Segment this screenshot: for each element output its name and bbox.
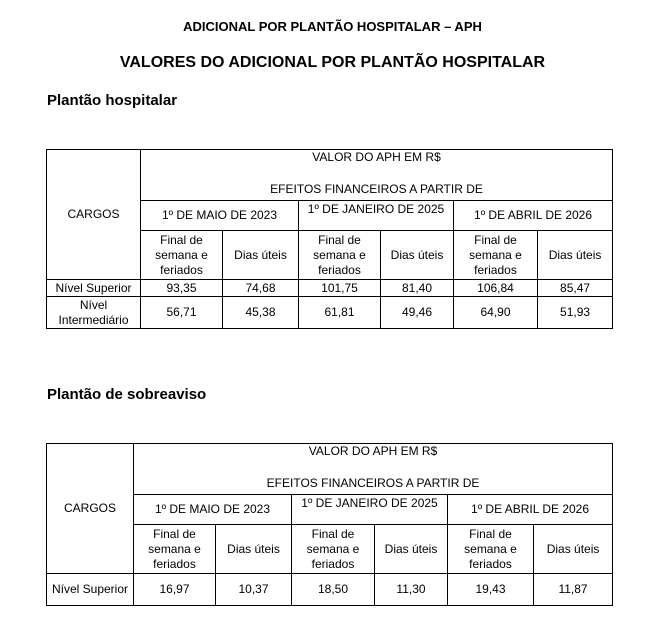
aph-table-sobreaviso — [46, 443, 613, 606]
value-cell: 11,30 — [375, 574, 448, 606]
value-cell: 85,47 — [538, 280, 613, 297]
row-cargo: Nível Superior — [47, 280, 141, 297]
value-cell: 56,71 — [141, 297, 223, 329]
main-title: VALORES DO ADICIONAL POR PLANTÃO HOSPITALAR — [119, 54, 546, 71]
value-cell: 18,50 — [292, 574, 375, 606]
section-title-hospitalar: Plantão hospitalar — [47, 92, 178, 109]
efeitos-header-text: EFEITOS FINANCEIROS A PARTIR DE — [270, 182, 483, 196]
row-cargo: Nível Superior — [47, 574, 134, 606]
value-cell: 64,90 — [454, 297, 538, 329]
period-header: 1º DE ABRIL DE 2026 — [448, 495, 613, 525]
value-cell: 106,84 — [454, 280, 538, 297]
period-header: 1º DE JANEIRO DE 2025 — [292, 495, 448, 525]
value-cell: 81,40 — [381, 280, 454, 297]
value-cell: 93,35 — [141, 280, 223, 297]
value-cell: 19,43 — [448, 574, 534, 606]
value-cell: 11,87 — [534, 574, 613, 606]
subheader-weekend: Final de semana e feriados — [134, 525, 216, 574]
value-cell: 61,81 — [299, 297, 381, 329]
subheader-weekdays: Dias úteis — [538, 231, 613, 280]
subheader-weekdays: Dias úteis — [216, 525, 292, 574]
cargos-header: CARGOS — [47, 444, 134, 574]
period-header: 1º DE MAIO DE 2023 — [141, 201, 299, 231]
valor-header — [141, 150, 613, 201]
value-cell: 16,97 — [134, 574, 216, 606]
valor-header — [134, 444, 613, 495]
period-header: 1º DE MAIO DE 2023 — [134, 495, 292, 525]
aph-table-hospitalar — [46, 149, 613, 329]
value-cell: 49,46 — [381, 297, 454, 329]
subheader-weekdays: Dias úteis — [534, 525, 613, 574]
value-cell: 51,93 — [538, 297, 613, 329]
efeitos-header-text: EFEITOS FINANCEIROS A PARTIR DE — [266, 476, 480, 490]
subheader-weekdays: Dias úteis — [223, 231, 299, 280]
period-header: 1º DE JANEIRO DE 2025 — [299, 201, 454, 231]
value-cell: 10,37 — [216, 574, 292, 606]
subheader-weekend: Final de semana e feriados — [299, 231, 381, 280]
valor-header-text: VALOR DO APH EM R$ — [312, 150, 441, 164]
value-cell: 45,38 — [223, 297, 299, 329]
value-cell: 101,75 — [299, 280, 381, 297]
subheader-weekend: Final de semana e feriados — [448, 525, 534, 574]
cargos-header: CARGOS — [47, 150, 141, 280]
subheader-weekend: Final de semana e feriados — [292, 525, 375, 574]
row-cargo: Nível Intermediário — [47, 297, 141, 329]
subheader-weekend: Final de semana e feriados — [141, 231, 223, 280]
subheader-weekdays: Dias úteis — [375, 525, 448, 574]
valor-header-text: VALOR DO APH EM R$ — [308, 444, 438, 458]
value-cell: 74,68 — [223, 280, 299, 297]
period-header: 1º DE ABRIL DE 2026 — [454, 201, 613, 231]
document-title: ADICIONAL POR PLANTÃO HOSPITALAR – APH — [183, 19, 482, 34]
subheader-weekdays: Dias úteis — [381, 231, 454, 280]
section-title-sobreaviso: Plantão de sobreaviso — [47, 386, 207, 403]
subheader-weekend: Final de semana e feriados — [454, 231, 538, 280]
